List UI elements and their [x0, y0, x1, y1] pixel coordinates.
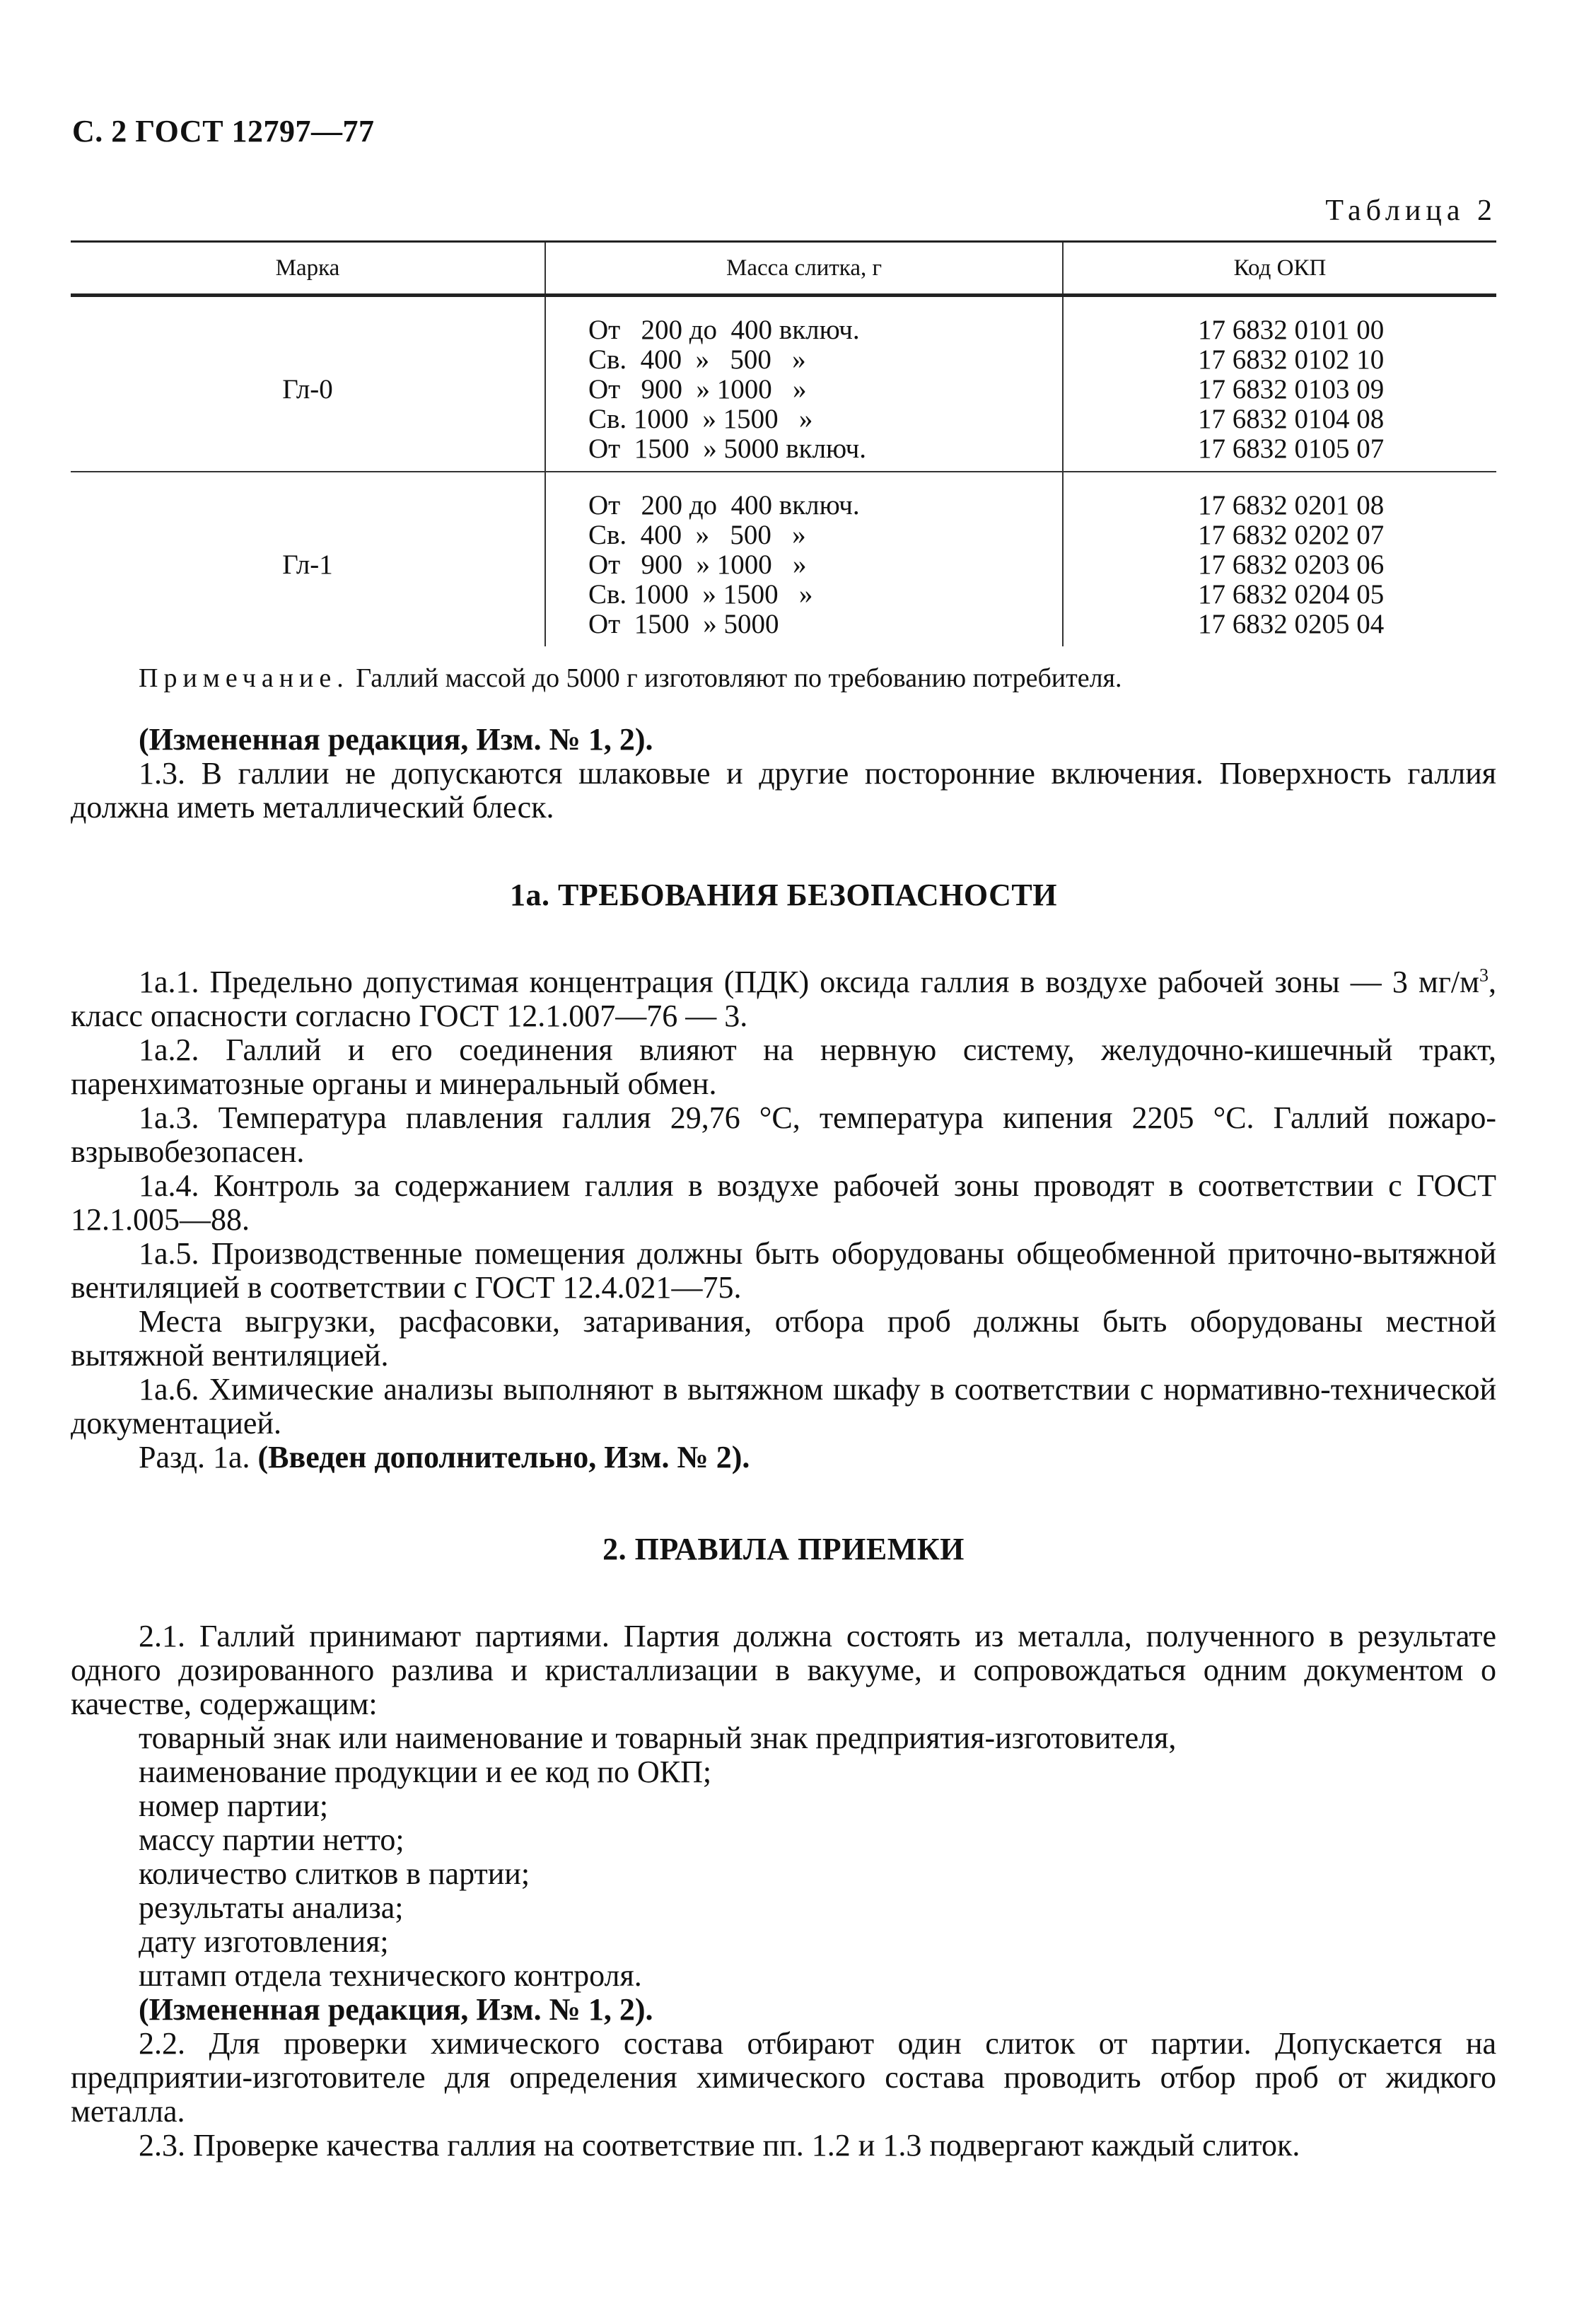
- code-cell: [1063, 472, 1496, 646]
- table-header-row: [71, 242, 1496, 296]
- mass-line: От 200 до 400 включ.: [588, 490, 860, 520]
- paragraph-1a-1-text: 1а.1. Предельно допустимая концентрация (ПДК) оксида галлия в воздухе рабочей зоны — 3 мг/м: [139, 965, 1479, 999]
- mass-line: Св. 1000 » 1500 »: [588, 404, 813, 434]
- mass-line: Св. 1000 » 1500 »: [588, 579, 813, 610]
- list-item: номер партии;: [139, 1788, 329, 1823]
- grade-cell: Гл-1: [282, 549, 333, 580]
- paragraph-1a-5-continued: Места выгрузки, расфасовки, затаривания, отбора проб должны быть оборудованы местной вытяжной вентиляцией.: [71, 1304, 1496, 1373]
- grade-cell: Гл-0: [71, 296, 545, 472]
- column-header-mass: Масса слитка, г: [545, 242, 1063, 296]
- paragraph-1a-3: 1а.3. Температура плавления галлия 29,76 °С, температура кипения 2205 °С. Галлий пожаро-взрывобезопасен.: [71, 1100, 1496, 1169]
- mass-line: От 1500 » 5000 включ.: [588, 434, 867, 464]
- mass-line: От 1500 » 5000: [588, 609, 779, 639]
- section-1a-introduced-note: [71, 1441, 1496, 1474]
- mass-line: От 900 » 1000 »: [588, 549, 807, 580]
- list-item: наименование продукции и ее код по ОКП;: [139, 1755, 712, 1789]
- section-1-tail: [71, 723, 1496, 825]
- paragraph-1a-2: 1а.2. Галлий и его соединения влияют на нервную систему, желудочно-кишечный тракт, паренхиматозные органы и минеральный обмен.: [71, 1032, 1496, 1101]
- paragraph-1a-6: 1а.6. Химические анализы выполняют в вытяжном шкафу в соответствии с нормативно-технической документацией.: [71, 1372, 1496, 1441]
- note-label: Примечание.: [139, 663, 349, 693]
- introduced-amendment: (Введен дополнительно, Изм. № 2).: [257, 1440, 750, 1474]
- list-item: дату изготовления;: [139, 1924, 389, 1959]
- section-title-1a: 1а. ТРЕБОВАНИЯ БЕЗОПАСНОСТИ: [509, 878, 1057, 912]
- paragraph-2-1: 2.1. Галлий принимают партиями. Партия должна состоять из металла, полученного в результате одного дозированного разлива и кристаллизации в вакууме, и сопровождаться одним документом о качестве, содержащим:: [71, 1619, 1496, 1721]
- list-item: штамп отдела технического контроля.: [139, 1958, 642, 1993]
- code-line: 17 6832 0102 10: [1198, 344, 1385, 375]
- list-item: результаты анализа;: [139, 1890, 404, 1925]
- paragraph-2-3: 2.3. Проверке качества галлия на соответствие пп. 1.2 и 1.3 подвергают каждый слиток.: [139, 2128, 1300, 2163]
- column-header-grade: Марка: [71, 242, 545, 296]
- table-caption: Таблица 2: [1325, 194, 1497, 227]
- mass-line: От 900 » 1000 »: [588, 374, 807, 405]
- list-item: товарный знак или наименование и товарный знак предприятия-изготовителя,: [139, 1721, 1177, 1755]
- paragraph-1a-5: 1а.5. Производственные помещения должны быть оборудованы общеобменной приточно-вытяжной вентиляцией в соответствии с ГОСТ 12.4.021—75.: [71, 1236, 1496, 1305]
- table-row: [71, 472, 1496, 646]
- column-header-code: Код ОКП: [1063, 242, 1496, 296]
- superscript: 3: [1479, 965, 1489, 986]
- code-line: 17 6832 0104 08: [1198, 404, 1385, 434]
- paragraph-2-2: 2.2. Для проверки химического состава отбирают один слиток от партии. Допускается на предприятии-изготовителе для определения химического состава проводить отбор проб от жидкого металла.: [71, 2026, 1496, 2129]
- code-line: 17 6832 0205 04: [1198, 609, 1385, 639]
- amendment-note: (Измененная редакция, Изм. № 1, 2).: [139, 722, 653, 757]
- paragraph-1-3: 1.3. В галлии не допускаются шлаковые и другие посторонние включения. Поверхность галлия должна иметь металлический блеск.: [71, 756, 1496, 825]
- note-text: Галлий массой до 5000 г изготовляют по требованию потребителя.: [349, 663, 1122, 693]
- section-title-2: 2. ПРАВИЛА ПРИЕМКИ: [602, 1532, 965, 1566]
- amendment-note: (Измененная редакция, Изм. № 1, 2).: [139, 1992, 653, 2027]
- code-line: 17 6832 0103 09: [1198, 374, 1385, 405]
- table-row: [71, 296, 1496, 472]
- introduced-prefix: Разд. 1а.: [139, 1440, 258, 1474]
- code-line: 17 6832 0202 07: [1198, 520, 1385, 550]
- code-cell: [1063, 296, 1496, 472]
- list-item: массу партии нетто;: [139, 1822, 404, 1857]
- code-line: 17 6832 0105 07: [1198, 434, 1385, 464]
- paragraph-1a-1: [71, 965, 1496, 1033]
- section-1a-body: [71, 965, 1496, 1474]
- mass-line: Св. 400 » 500 »: [588, 344, 806, 375]
- mass-line: От 200 до 400 включ.: [588, 315, 860, 345]
- section-2-body: [71, 1619, 1496, 2163]
- mass-line: Св. 400 » 500 »: [588, 520, 806, 550]
- grades-table: [71, 240, 1496, 646]
- table-note: [71, 661, 1496, 695]
- mass-cell: [545, 296, 1063, 472]
- list-item: количество слитков в партии;: [139, 1856, 530, 1891]
- code-line: 17 6832 0203 06: [1198, 549, 1385, 580]
- paragraph-1a-1-tail: , класс опасности согласно ГОСТ 12.1.007—76 — 3.: [71, 965, 1496, 1033]
- page-header: С. 2 ГОСТ 12797—77: [72, 114, 375, 149]
- paragraph-1a-4: 1а.4. Контроль за содержанием галлия в воздухе рабочей зоны проводят в соответствии с ГОСТ 12.1.005—88.: [71, 1168, 1496, 1237]
- mass-cell: [545, 472, 1063, 646]
- code-line: 17 6832 0204 05: [1198, 579, 1385, 610]
- code-line: 17 6832 0101 00: [1198, 315, 1385, 345]
- code-line: 17 6832 0201 08: [1198, 490, 1385, 520]
